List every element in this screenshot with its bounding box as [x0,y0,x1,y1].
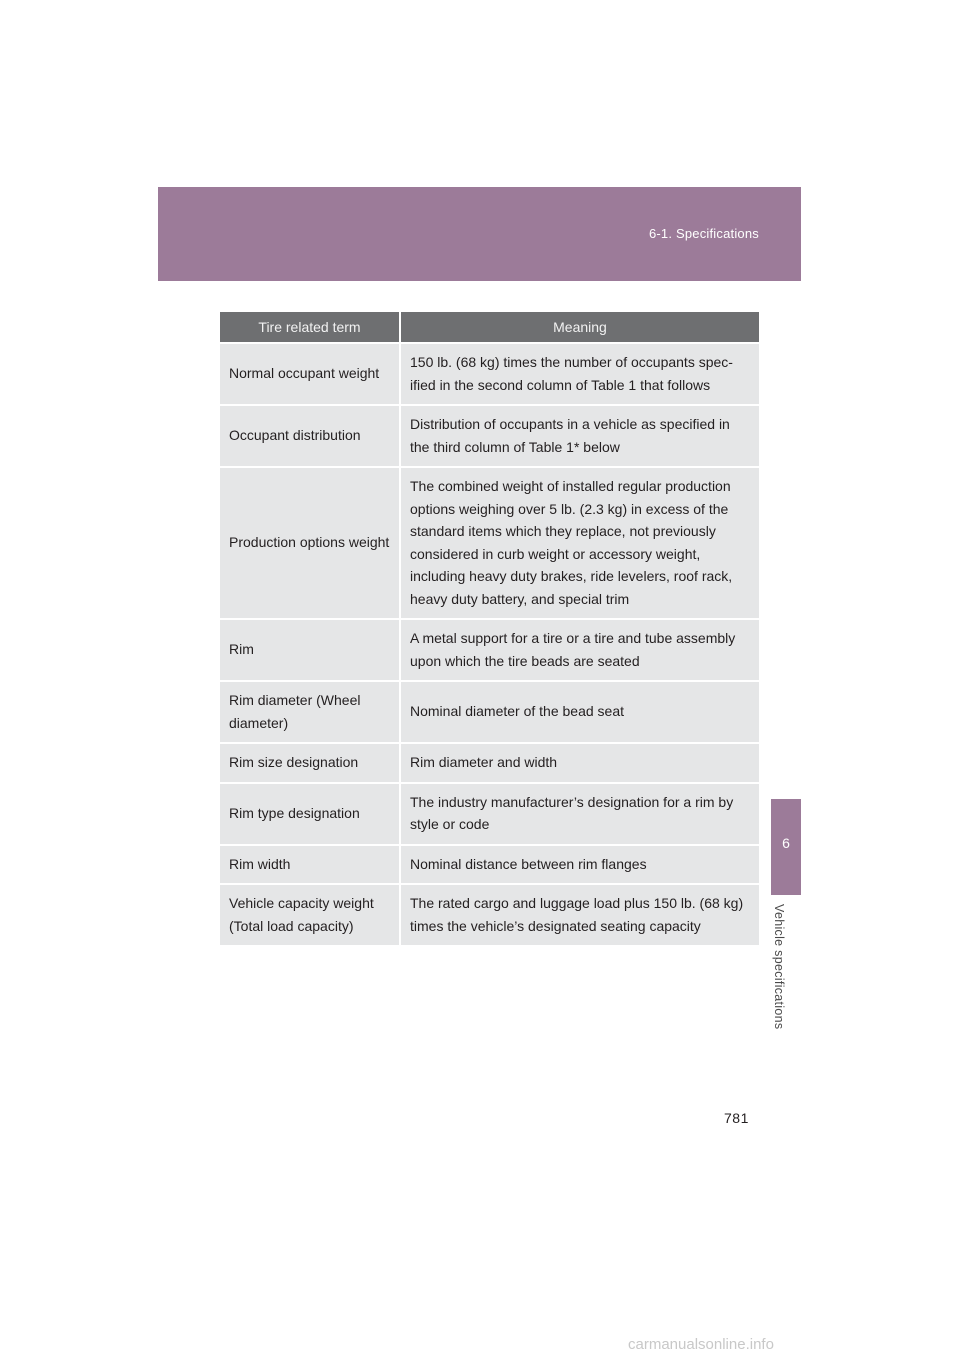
meaning-cell: Rim diameter and width [401,742,759,782]
watermark-text: carmanualsonline.info [628,1336,774,1353]
chapter-side-label: Vehicle specifications [772,904,786,1030]
table-row [220,342,759,404]
term-cell: Rim [220,618,401,680]
meaning-cell: Nominal distance between rim flanges [401,844,759,884]
table-header-row [220,312,759,342]
term-cell: Rim type designation [220,782,401,844]
column-header-meaning: Meaning [401,312,759,342]
meaning-cell: The industry manufacturer’s designation for a rim by style or code [401,782,759,844]
tire-terms-table [220,312,759,945]
table-row [220,466,759,618]
term-cell: Rim width [220,844,401,884]
table-row [220,680,759,742]
term-cell: Rim size designation [220,742,401,782]
meaning-cell: 150 lb. (68 kg) times the number of occupants spec-ified in the second column of Table 1 that follows [401,342,759,404]
meaning-cell: The rated cargo and luggage load plus 150 lb. (68 kg) times the vehicle’s designated seating capacity [401,883,759,945]
term-cell: Occupant distribution [220,404,401,466]
table-row [220,883,759,945]
term-cell: Rim diameter (Wheel diameter) [220,680,401,742]
table-row [220,844,759,884]
meaning-cell: The combined weight of installed regular production options weighing over 5 lb. (2.3 kg) in excess of the standard items which they replace, not previously considered in curb weight or accessory weight, including heavy duty brakes, ride levelers, roof rack, heavy duty battery, and special trim [401,466,759,618]
chapter-number: 6 [782,835,790,851]
meaning-cell: Nominal diameter of the bead seat [401,680,759,742]
page-number: 781 [724,1110,749,1126]
table-row [220,742,759,782]
chapter-side-tab [771,799,801,895]
column-header-term: Tire related term [220,312,401,342]
table-row [220,404,759,466]
table-row [220,618,759,680]
meaning-cell: A metal support for a tire or a tire and tube assembly upon which the tire beads are seated [401,618,759,680]
section-title: 6-1. Specifications [648,226,759,241]
term-cell: Production options weight [220,466,401,618]
chapter-header-band [158,187,801,281]
meaning-cell: Distribution of occupants in a vehicle as specified in the third column of Table 1* below [401,404,759,466]
table-row [220,782,759,844]
term-cell: Normal occupant weight [220,342,401,404]
term-cell: Vehicle capacity weight (Total load capacity) [220,883,401,945]
